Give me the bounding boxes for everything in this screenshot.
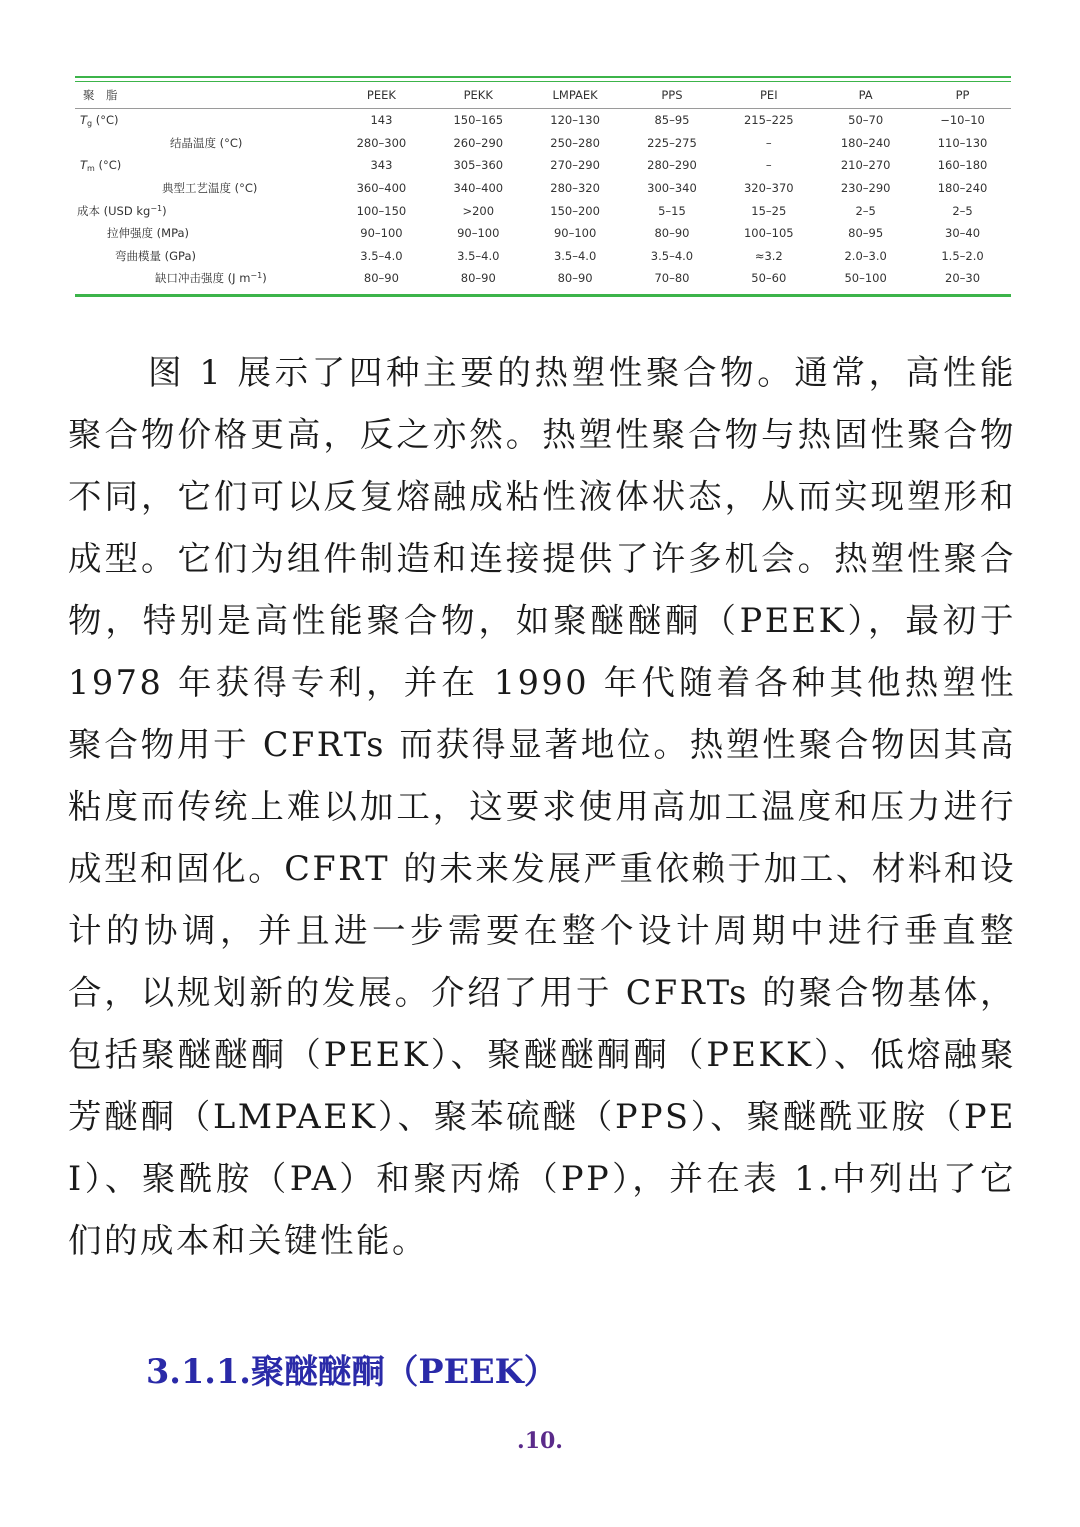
table-bottom-rule [75,294,1011,297]
table-cell: ≈3.2 [754,248,783,263]
table-cell: 110–130 [937,135,988,150]
polymer-properties-table [75,82,1011,290]
row-label-main: T [80,157,88,172]
table-row [75,154,1011,177]
row-label-tail: (°C) [92,112,119,127]
row-label [75,177,333,200]
row-label-main: 拉伸强度 (MPa) [107,226,190,241]
table-body [75,109,1011,290]
table-cell: 5–15 [658,203,686,218]
table-cell: 30–40 [945,226,981,241]
table-row [75,199,1011,222]
header-col: PP [914,82,1011,109]
page-number: .10. [517,1428,563,1454]
table-cell: 90–100 [360,226,403,241]
table-cell: 50–100 [844,271,887,286]
table-cell: 260–290 [453,135,504,150]
header-label: 聚 脂 [75,82,333,109]
table-cell: 2–5 [855,203,876,218]
table-cell: 50–60 [751,271,787,286]
row-label [75,132,333,155]
table-cell: 15–25 [751,203,787,218]
table-cell: 50–70 [848,113,884,128]
table-cell: 210–270 [840,158,891,173]
row-label-tail: ) [162,203,167,218]
table-cell: 270–290 [550,158,600,173]
section-number: 3.1.1. [146,1352,251,1391]
table-header-row [75,82,1011,109]
table-cell: 160–180 [937,158,988,173]
table-cell: 3.5–4.0 [553,248,597,263]
table-cell: 80–90 [557,271,593,286]
table-cell: 3.5–4.0 [360,248,403,263]
table-cell: 80–90 [363,271,399,286]
table-top-rule [75,76,1011,78]
row-label-main: 结晶温度 (°C) [170,135,243,150]
table-cell: 280–300 [356,135,407,150]
table-cell: 85–95 [654,113,690,128]
row-label-subscript: m [87,163,95,173]
row-label [75,267,333,290]
table-cell: 80–90 [460,271,496,286]
row-label-superscript: −1 [150,203,163,213]
table-cell: 150–165 [453,113,504,128]
table-cell: 340–400 [453,181,504,196]
header-col: PEKK [430,82,527,109]
table-cell: 250–280 [550,135,600,150]
table-cell: 305–360 [453,158,504,173]
table-cell: 180–240 [840,135,891,150]
table-cell: 360–400 [356,181,407,196]
table-cell: 100–105 [743,226,794,241]
table-row [75,109,1011,132]
table-cell: 100–150 [356,203,407,218]
header-col: PEEK [333,82,430,109]
table-cell: 80–95 [848,226,884,241]
row-label [75,245,333,268]
header-col: PPS [624,82,721,109]
table-cell: 300–340 [647,181,697,196]
table-cell: 230–290 [840,181,891,196]
table-cell: 280–320 [550,181,600,196]
row-label-superscript: −1 [250,271,263,281]
row-label-main: 典型工艺温度 (°C) [162,181,258,196]
section-title: 聚醚醚酮（PEEK） [250,1352,558,1391]
table-cell: 120–130 [550,113,600,128]
table-cell: 180–240 [937,181,988,196]
row-label [75,199,333,222]
table-cell: 80–90 [654,226,690,241]
header-col: LMPAEK [527,82,624,109]
row-label [75,154,333,177]
table-cell: −10–10 [940,113,985,128]
row-label [75,222,333,245]
row-label-main: T [80,112,88,127]
table-cell: 150–200 [550,203,600,218]
row-label-tail: ) [262,271,267,286]
table-cell: 1.5–2.0 [941,248,984,263]
table-cell: 3.5–4.0 [650,248,694,263]
table-cell: 320–370 [743,181,794,196]
header-col: PEI [720,82,817,109]
table-cell: 215–225 [743,113,794,128]
table-cell: 90–100 [553,226,597,241]
table-cell: 20–30 [945,271,981,286]
table-cell: 2–5 [952,203,973,218]
table-row [75,177,1011,200]
row-label-subscript: g [87,118,93,128]
header-col: PA [817,82,914,109]
table-row [75,267,1011,290]
section-heading [146,1350,557,1394]
row-label-main: 弯曲模量 (GPa) [115,248,197,263]
table-cell: 2.0–3.0 [844,248,887,263]
table-cell: 343 [370,158,393,173]
table-cell: 143 [370,113,393,128]
table-cell: >200 [462,203,495,218]
table-cell: – [765,135,772,150]
table-row [75,132,1011,155]
table-row [75,245,1011,268]
row-label [75,109,333,132]
row-label-main: 缺口冲击强度 (J m [155,271,251,286]
table-cell: 90–100 [457,226,500,241]
properties-table-container [75,76,1011,297]
table-cell: 70–80 [654,271,690,286]
row-label-main: 成本 (USD kg [77,203,151,218]
table-row [75,222,1011,245]
table-cell: 225–275 [647,135,697,150]
table-cell: 3.5–4.0 [457,248,500,263]
row-label-tail: (°C) [94,157,122,172]
body-paragraph: 图 1 展示了四种主要的热塑性聚合物。通常，高性能聚合物价格更高，反之亦然。热塑性聚合物与热固性聚合物不同，它们可以反复熔融成粘性液体状态，从而实现塑形和成型。它们为组件制造和连接提供了许多机会。热塑性聚合物，特别是高性能聚合物，如聚醚醚酮（PEEK），最初于 1978 年获得专利，并在 1990 年代随着各种其他热塑性聚合物用于 CFRTs 而获得显著地位。热塑性聚合物因其高粘度而传统上难以加工，这要求使用高加工温度和压力进行成型和固化。CFRT 的未来发展严重依赖于加工、材料和设计的协调，并且进一步需要在整个设计周期中进行垂直整合，以规划新的发展。介绍了用于 CFRTs 的聚合物基体，包括聚醚醚酮（PEEK）、聚醚醚酮酮（PEKK）、低熔融聚芳醚酮（LMPAEK）、聚苯硫醚（PPS）、聚醚酰亚胺（PEI）、聚酰胺（PA）和聚丙烯（PP），并在表 1.中列出了它们的成本和关键性能。 [68,353,1016,1260]
table-cell: 280–290 [647,158,697,173]
table-cell: – [765,158,772,173]
